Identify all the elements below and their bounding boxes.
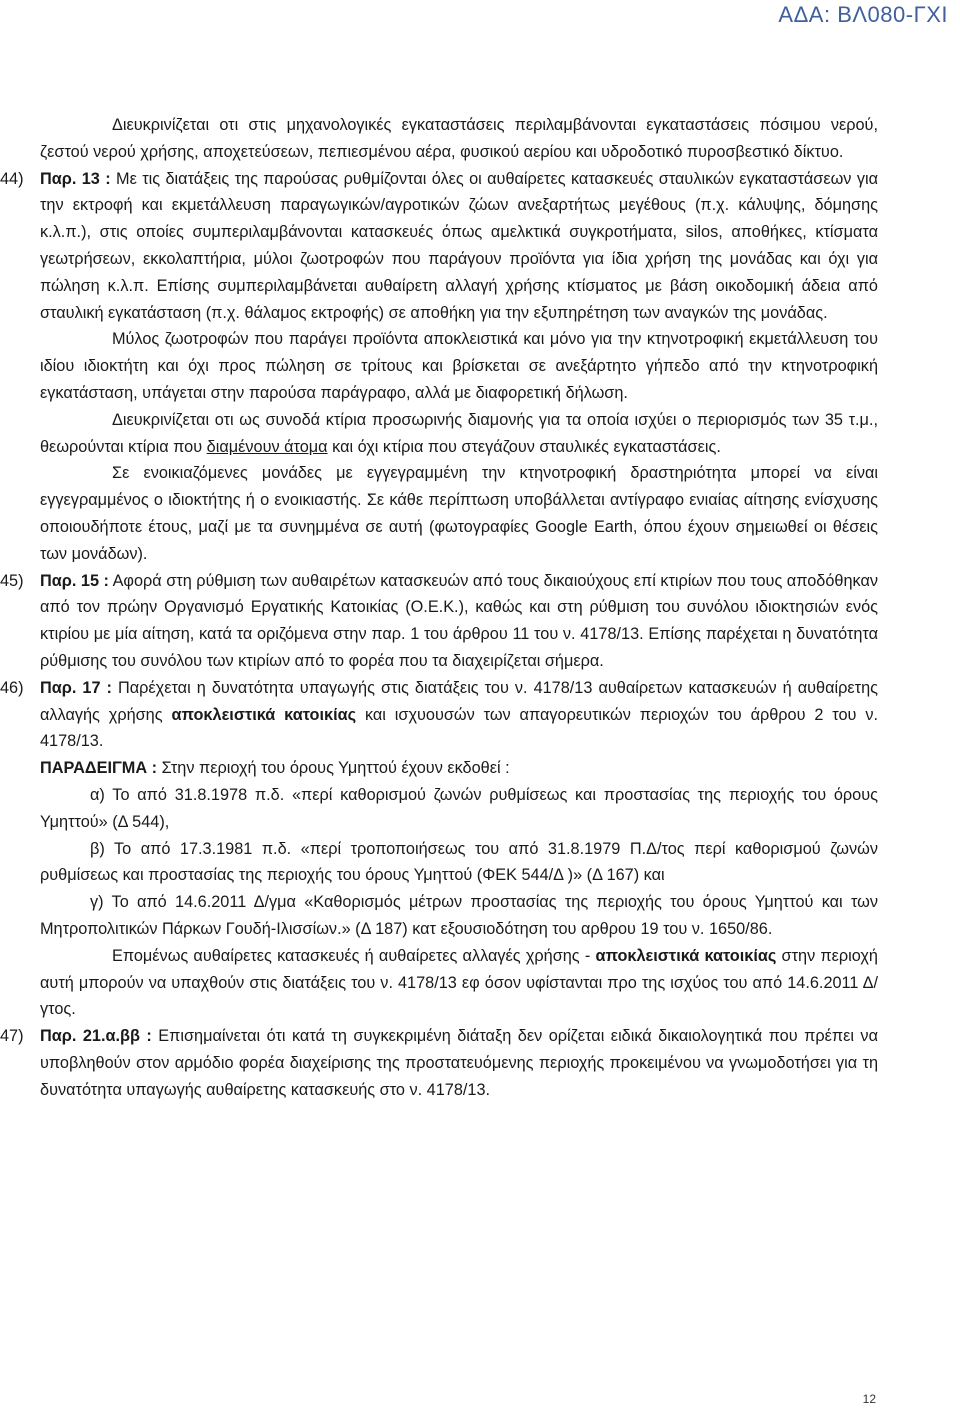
example-item-a: α) Το από 31.8.1978 π.δ. «περί καθορισμού ζωνών ρυθμίσεως και προστασίας της περιοχής του όρους Υμηττού» (Δ 544), (40, 785, 878, 831)
item-text: και όχι κτίρια που στεγάζουν σταυλικές εγκαταστάσεις. (327, 437, 721, 456)
item-text: Αφορά στη ρύθμιση των αυθαιρέτων κατασκευών από τους δικαιούχους επί κτιρίων που τους αποδόθηκαν από τον πρώην Οργανισμό Εργατικής Κατοικίας (Ο.Ε.Κ.), καθώς και στη ρύθμιση του συνόλου ιδιοκτησιών ενός κτιρίου με μία αίτηση, κατά τα οριζόμενα στην παρ. 1 του άρθρου 11 του ν. 4178/13. Επίσης παρέχεται η δυνατότητα ρύθμισης του συνόλου των κτιρίων από το φορέα που τα διαχειρίζεται σήμερα. (40, 571, 879, 670)
bold-text: αποκλειστικά κατοικίας (171, 705, 357, 724)
item-heading: Παρ. 17 : (40, 678, 112, 697)
item-number: 47) (0, 1027, 24, 1046)
example-heading: ΠΑΡΑΔΕΙΓΜΑ : (40, 759, 158, 778)
item-heading: Παρ. 21.α.ββ : (40, 1027, 152, 1046)
item-44 (0, 166, 878, 568)
example-item-b: β) Το από 17.3.1981 π.δ. «περί τροποποιήσεως του από 31.8.1979 Π.Δ/τος περί καθορισμού ζωνών ρυθμίσεως και προστασίας της περιοχής του όρους Υμηττού (ΦΕΚ 544/Δ )» (Δ 167) και (40, 839, 878, 885)
example-item-c: γ) Το από 14.6.2011 Δ/γμα «Καθορισμός μέτρων προστασίας της περιοχής του όρους Υμηττού και των Μητροπολιτικών Πάρκων Γουδή-Ιλισσίων.» (Δ 187) κατ εξουσιοδότηση του αρθρου 19 του ν. 1650/86. (40, 893, 878, 938)
item-text: Διευκρινίζεται οτι ως συνοδά κτίρια προσωρινής διαμονής για τα οποία ισχύει ο περιορισμός των 35 τ.μ., θεωρούνται κτίρια που (40, 410, 878, 456)
item-number: 44) (0, 169, 24, 188)
item-text: στην περιοχή αυτή μπορούν να υπαχθούν στις διατάξεις του ν. 4178/13 εφ όσον υφίστανται προ της ισχύος του από 14.6.2011 Δ/γτος. (40, 946, 878, 1019)
item-paragraph: Σε ενοικιαζόμενες μονάδες με εγγεγραμμένη την κτηνοτροφική δραστηριότητα μπορεί να είναι εγγεγραμμένος ο ιδιοκτήτης ή ο ενοικιαστής. Σε κάθε περίπτωση υποβάλλεται αντίγραφο ενιαίας αίτησης ενίσχυσης οποιουδήποτε έτους, μαζί με τα συνημμένα σε αυτή (φωτογραφίες Google Earth, όπου έχουν σημειωθεί οι θέσεις των μονάδων). (40, 464, 878, 563)
item-number: 45) (0, 571, 24, 590)
item-number: 46) (0, 678, 24, 697)
document-body (0, 112, 879, 1103)
item-text: Με τις διατάξεις της παρούσας ρυθμίζονται όλες οι αυθαίρετες κατασκευές σταυλικών εγκαταστάσεων για την εκτροφή και εκμετάλλευση παραγωγικών/αγροτικών ζώων ανεξαρτήτως μεγέθους (π.χ. κάλυψης, δόμησης κ.λ.π.), στις οποίες συμπεριλαμβάνονται κατασκευές όπως αμελκτικά συγκροτήματα, silos, αποθήκες, κτίσματα γεωτρήσεων, εκκολαπτήρια, μύλοι ζωοτροφών που παράγουν προϊόντα για ίδια χρήση της μονάδας και όχι για πώληση κ.λ.π. Επίσης συμπεριλαμβάνεται αυθαίρετη αλλαγή χρήσης κτίσματος με βάση οικοδομική άδεια από σταυλική εγκατάσταση (π.χ. θάλαμος εκτροφής) σε αποθήκη για την εξυπηρέτηση των αναγκών της μονάδας. (40, 169, 878, 322)
item-47 (0, 1023, 878, 1103)
item-heading: Παρ. 15 : (40, 571, 109, 590)
example-line (40, 755, 878, 782)
item-text: Παρέχεται η δυνατότητα υπαγωγής στις διατάξεις του ν. 4178/13 αυθαίρετων κατασκευών ή αυθαίρετης αλλαγής χρήσης (40, 678, 878, 724)
item-text: Επομένως αυθαίρετες κατασκευές ή αυθαίρετες αλλαγές χρήσης - (112, 946, 596, 965)
page-number: 12 (862, 1392, 876, 1406)
clarification-paragraph: Διευκρινίζεται οτι στις μηχανολογικές εγκαταστάσεις περιλαμβάνονται εγκαταστάσεις πόσιμου νερού, ζεστού νερού χρήσης, αποχετεύσεων, πεπιεσμένου αέρα, φυσικού αερίου και υδροδοτικό πυροσβεστικό δίκτυο. (40, 116, 878, 161)
document-code: ΑΔΑ: ΒΛ080-ΓΧΙ (778, 2, 948, 27)
underlined-text: διαμένουν άτομα (206, 437, 328, 456)
item-45 (0, 568, 879, 675)
bold-text: αποκλειστικά κατοικίας (595, 946, 777, 965)
item-46 (0, 675, 878, 1023)
item-heading: Παρ. 13 : (40, 169, 111, 188)
item-text: και ισχυουσών των απαγορευτικών περιοχών του άρθρου 2 του ν. 4178/13. (40, 705, 878, 751)
example-text: Στην περιοχή του όρους Υμηττού έχουν εκδοθεί : (157, 759, 510, 778)
item-text: Επισημαίνεται ότι κατά τη συγκεκριμένη διάταξη δεν ορίζεται ειδικά δικαιολογητικά που πρέπει να υποβληθούν στον αρμόδιο φορέα διαχείρισης της προστατευόμενης περιοχής προκειμένου να γνωμοδοτήσει για τη δυνατότητα υπαγωγής αυθαίρετης κατασκευής στο ν. 4178/13. (40, 1027, 878, 1099)
item-paragraph: Μύλος ζωοτροφών που παράγει προϊόντα αποκλειστικά και μόνο για την κτηνοτροφική εκμετάλλευση του ιδίου ιδιοκτήτη και όχι προς πώληση σε τρίτους και βρίσκεται σε ανεξάρτητο γήπεδο από την κτηνοτροφική εγκατάσταση, υπάγεται στην παρούσα παράγραφο, αλλά με διαφορετική δήλωση. (40, 330, 878, 402)
